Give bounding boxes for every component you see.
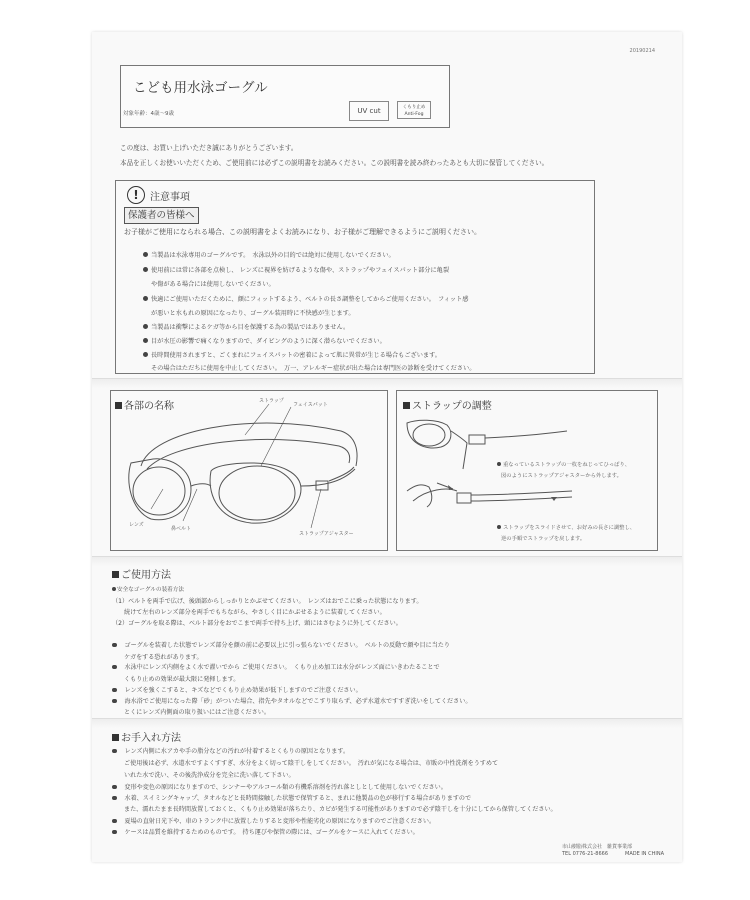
- care-line: 変形や変色の原因になりますので、シンナーやアルコール類の有機系溶剤を汚れ落としとして使用しないでください。: [112, 782, 447, 791]
- usage-subtitle: 安全なゴーグルの装着方法: [112, 585, 184, 593]
- usage-line: （2）ゴーグルを取る際は、ベルト部分をおでこまで両手で持ち上げ、頭にはさむように外してください。: [112, 620, 402, 627]
- caution-section: [115, 180, 595, 374]
- right-lens-shape: [210, 463, 301, 523]
- usage-title: ご使用方法: [112, 566, 171, 581]
- caution-item: 目が水圧の影響で痛くなりますので、ダイビングのように深く潜らないでください。: [143, 336, 386, 345]
- anti-fog-label-en: Anti-Fog: [404, 112, 424, 117]
- label-strap: ストラップ: [259, 398, 284, 404]
- label-strap-adjuster: ストラップアジャスター: [299, 531, 354, 537]
- caution-item: 長時間使用されますと、ごくまれにフェイスパットの密着によって肌に異常が生じる場合もございます。: [143, 350, 441, 359]
- label-facepad: フェイスパット: [293, 402, 328, 408]
- strap-note-cont: 図のようにストラップアジャスターから外します。: [501, 473, 622, 479]
- strap-note: ストラップをスライドさせて、お好みの長さに調整し、: [497, 523, 635, 531]
- square-bullet-icon: [112, 734, 119, 741]
- care-line: ケースは品質を維持するためのものです。 持ち運びや保管の際には、ゴーグルをケースに入れてください。: [112, 827, 419, 836]
- label-lens: レンズ: [129, 522, 144, 528]
- bullet-icon: [497, 462, 501, 466]
- caution-item-cont: が悪いと水もれの原因になったり、ゴーグル装用時に不快感が生じます。: [151, 310, 355, 317]
- goggles-diagram: [111, 391, 387, 550]
- caution-item-cont: や傷がある場合には使用しないでください。: [151, 281, 275, 288]
- parts-section: [110, 390, 388, 551]
- bullet-icon: [112, 749, 117, 754]
- strap-note: 重なっているストラップの一枚をねじってひっぱり、: [497, 460, 630, 468]
- caution-item: 当製品は水泳専用のゴーグルです。 水泳以外の目的では絶対に使用しないでください。: [143, 250, 395, 259]
- care-line: いれた水で洗い、その後洗浄成分を完全に洗い落して下さい。: [124, 772, 295, 779]
- bullet-icon: [143, 252, 148, 257]
- fold-shadow: [92, 718, 682, 728]
- usage-line: 海水浴でご使用になった際「砂」がついた場合、指先やタオルなどでこすり取らず、必ず水道水ですすぎ洗いをしてください。: [112, 696, 471, 705]
- bullet-icon: [112, 699, 117, 704]
- usage-line: （1）ベルトを両手で広げ、後頭部からしっかりとかぶせてください。 レンズはおでこに乗った状態になります。: [112, 598, 423, 605]
- bullet-icon: [143, 352, 148, 357]
- bullet-icon: [112, 785, 117, 790]
- care-line: レンズ内側に水アカや手の脂分などの汚れが付着するとくもりの原因となります。: [112, 746, 349, 755]
- exclamation-icon: !: [127, 186, 145, 204]
- footer-tel: TEL 0776-21-8666: [562, 851, 609, 857]
- usage-line: ケガをする恐れがあります。: [124, 654, 203, 661]
- bullet-icon: [143, 267, 148, 272]
- left-lens-shape: [129, 459, 191, 520]
- caution-lead: お子様がご使用になられる場合、この説明書をよくお読みになり、お子様がご理解できるようにご説明ください。: [124, 228, 481, 236]
- usage-line: 水泳中にレンズ内側をよく水で濯いでから ご使用ください。 くもり止め加工は水分がレンズ面にいきわたることで: [112, 662, 440, 671]
- title-box: [120, 65, 450, 128]
- label-nose-belt: 鼻ベルト: [171, 526, 192, 532]
- usage-line: レンズを強くこすると、キズなどでくもり止め効果が低下しますのでご注意ください。: [112, 685, 362, 694]
- fold-line: [92, 556, 682, 557]
- caution-item: 使用前には常に各部を点検し、 レンズに視界を妨げるような傷や、ストラップやフェイスパット部分に亀裂: [143, 265, 449, 274]
- intro-line: この度は、お買い上げいただき誠にありがとうございます。: [120, 144, 298, 152]
- care-title: お手入れ方法: [112, 729, 181, 744]
- strap-adjust-section: [396, 390, 658, 551]
- product-code: 20190214: [629, 48, 655, 54]
- page-title: こども用水泳ゴーグル: [133, 80, 268, 96]
- bullet-icon: [112, 688, 117, 693]
- care-line: 水着、スイミングキャップ、タオルなどと長時間接触した状態で保管すると、まれに他製品の色が移行する場合がありますので: [112, 793, 471, 802]
- guardians-heading: 保護者の皆様へ: [124, 207, 199, 224]
- anti-fog-badge: [397, 101, 431, 119]
- bullet-icon: [112, 643, 117, 648]
- footer-company: 市山樹脂株式会社 雑貨事業部: [562, 844, 633, 850]
- care-line: ご使用後は必ず、水道水ですよくすすぎ、水分をよく切って陰干しをしてください。 汚れが気になる場合は、市販の中性洗剤をうすめて: [124, 760, 499, 767]
- bullet-icon: [112, 665, 117, 670]
- usage-line: 続けて左右のレンズ部分を両手でもちながら、やさしく目にかぶせるように装着してください。: [124, 609, 386, 616]
- fold-shadow: [92, 556, 682, 566]
- footer-made-in: MADE IN CHINA: [625, 851, 665, 857]
- strap-title: ストラップの調整: [403, 397, 492, 412]
- bullet-icon: [497, 525, 501, 529]
- care-line: また、濡れたまま長時間放置しておくと、くもり止め効果が落ちたり、カビが発生する可能性がありますので必ず陰干しを十分にしてから保管してください。: [124, 806, 557, 813]
- caution-item: 快適にご使用いただくために、顔にフィットするよう、ベルトの長さ調整をしてからご使用ください。 フィット感: [143, 294, 468, 303]
- fold-line: [92, 378, 682, 379]
- bullet-icon: [112, 796, 117, 801]
- usage-line: とくにレンズ内側面の取り扱いにはご注意ください。: [124, 709, 270, 716]
- intro-line: 本品を正しくお使いいただくため、ご使用前には必ずこの説明書をお読みください。この説明書を読み終わったあとも大切に保管してください。: [120, 159, 549, 167]
- uv-cut-badge: UV cut: [349, 101, 389, 121]
- usage-line: くもり止めの効果が最大限に発揮します。: [124, 676, 240, 683]
- square-bullet-icon: [112, 571, 119, 578]
- bullet-icon: [112, 830, 117, 835]
- fold-shadow: [92, 378, 682, 388]
- caution-title: 注意事項: [150, 192, 190, 203]
- nose-belt-shape: [191, 484, 211, 486]
- strap-note-cont: 逆の手順でストラップを戻します。: [501, 536, 586, 542]
- age-range: 対象年齢：4歳～9歳: [123, 111, 174, 117]
- care-line: 夏場の直射日光下や、車のトランク中に放置したりすると変形や性能劣化の原因になりますのでご注意ください。: [112, 816, 435, 825]
- bullet-icon: [143, 324, 148, 329]
- fold-line: [92, 718, 682, 719]
- caution-item-cont: その場合はただちに使用を中止してください。 万一、アレルギー症状が出た場合は専門医の診断を受けてください。: [151, 365, 476, 372]
- caution-item: 当製品は衝撃によるケガ等から目を保護する為の製品ではありません。: [143, 322, 349, 331]
- bullet-icon: [112, 819, 117, 824]
- parts-title: 各部の名称: [115, 397, 174, 412]
- bullet-icon: [112, 587, 116, 591]
- bullet-icon: [143, 296, 148, 301]
- bullet-icon: [143, 338, 148, 343]
- anti-fog-label-jp: くもり止め: [402, 105, 426, 110]
- usage-line: ゴーグルを装着した状態でレンズ部分を顔の前に必要以上に引っ張らないでください。 ベルトの反動で顔や目に当たり: [112, 640, 450, 649]
